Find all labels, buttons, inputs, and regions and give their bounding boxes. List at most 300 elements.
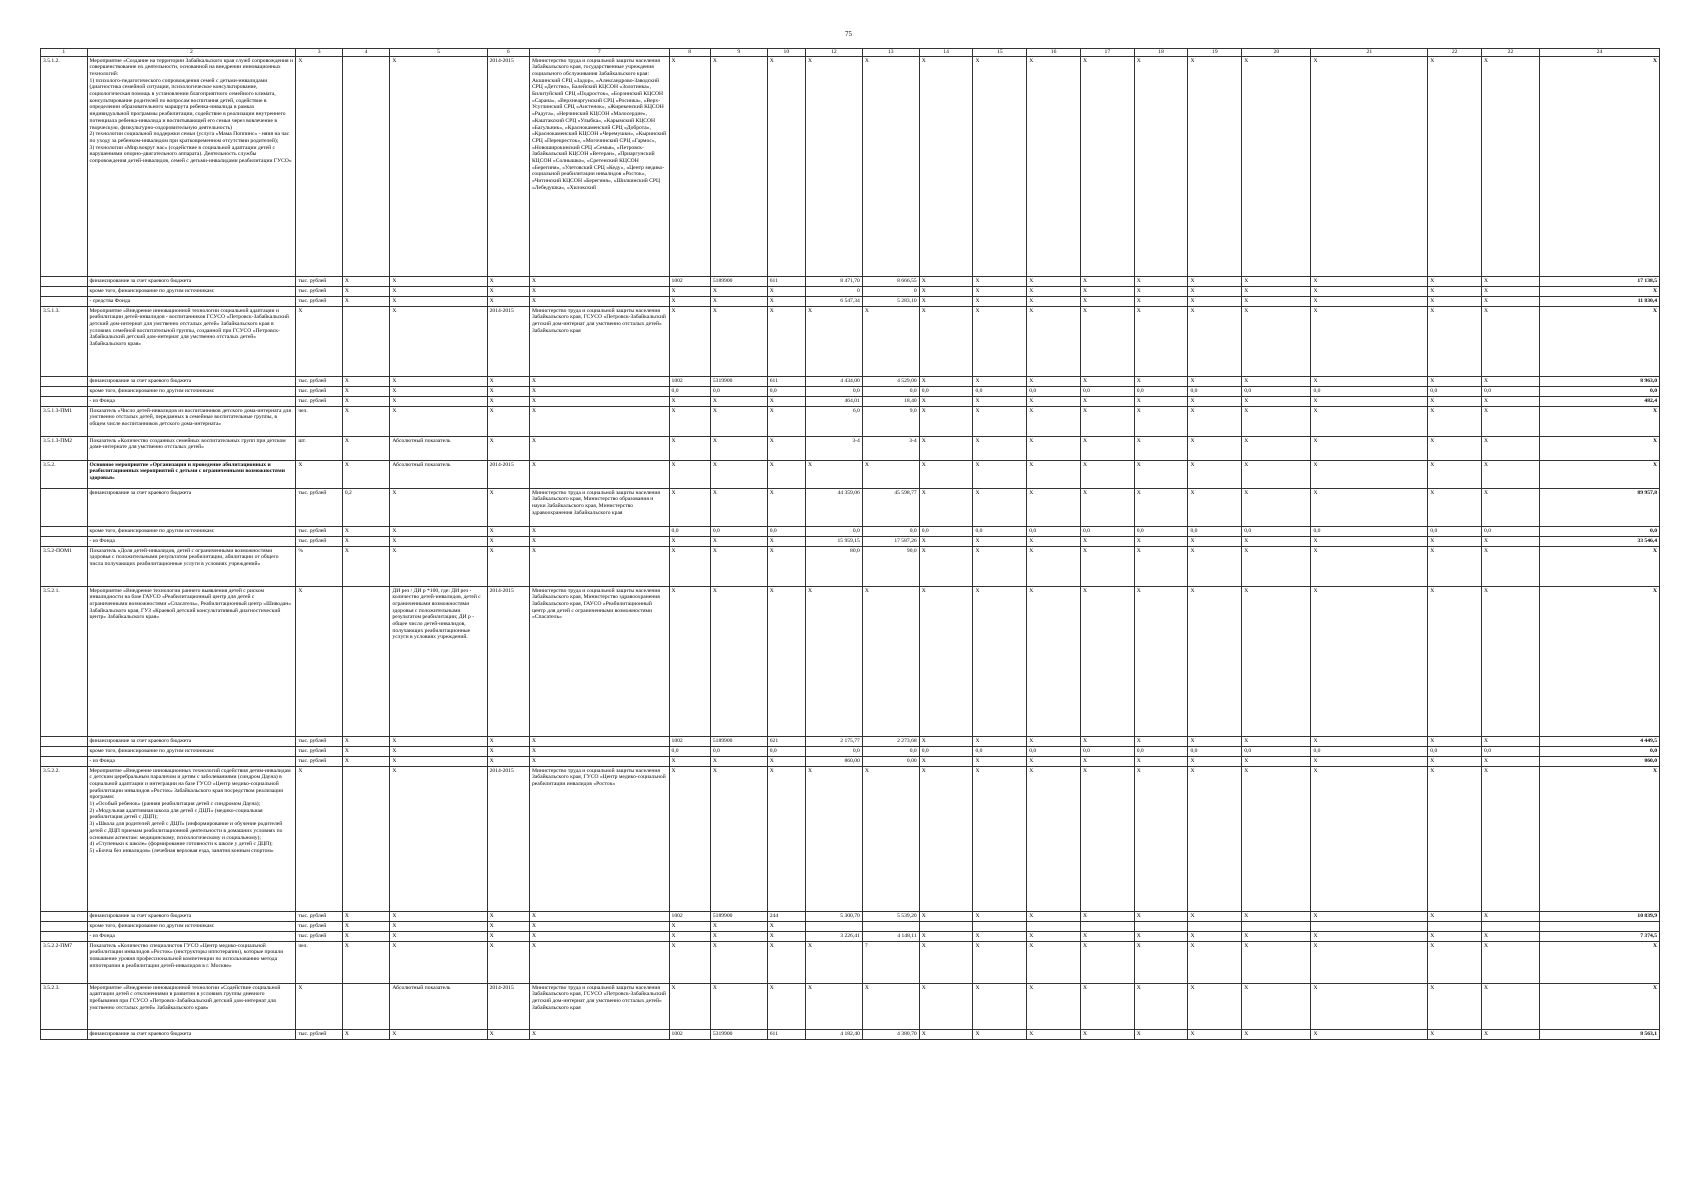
cell-rest: X — [1188, 757, 1242, 767]
cell-rest: X — [1080, 537, 1134, 547]
cell-c9: X — [710, 307, 767, 377]
cell-rest: X — [1311, 737, 1428, 747]
cell-rest: X — [919, 377, 973, 387]
cell-unit: шт. — [296, 437, 343, 461]
cell-rest: X — [1242, 461, 1311, 489]
cell-c8: X — [669, 942, 710, 984]
cell-c4: X — [342, 537, 390, 547]
cell-text: Мероприятие «Внедрение инновационной технологии «Содействие социальной адаптации детей с отклонениями в развитии в условиях группы дневного пребывания при ГСУСО «Петровск-Забайкальский детский дом-интернат для умственно отсталых детей» Забайкальского края» — [87, 984, 296, 1030]
cell-rest: X — [919, 537, 973, 547]
cell-rest: X — [919, 287, 973, 297]
cell-rest: X — [919, 757, 973, 767]
cell-text: финансирование за счет краевого бюджета — [87, 737, 296, 747]
cell-c4: X — [342, 461, 390, 489]
cell-c5: X — [390, 287, 487, 297]
cell-rest: X — [1027, 757, 1081, 767]
cell-c5: X — [390, 757, 487, 767]
cell-rest: X — [1080, 461, 1134, 489]
cell-code — [41, 277, 88, 287]
cell-c9: X — [710, 437, 767, 461]
column-number-cell: 22 — [1428, 49, 1482, 57]
cell-rest: X — [1482, 407, 1540, 437]
cell-rest: 0,0 — [1428, 527, 1482, 537]
cell-c5: Абсолютный показатель — [390, 461, 487, 489]
cell-rest: X — [1188, 437, 1242, 461]
cell-c4: X — [342, 277, 390, 287]
cell-c8: X — [669, 922, 710, 932]
cell-c10: X — [767, 984, 805, 1030]
cell-c6: 2014-2015 — [487, 587, 529, 737]
cell-total: 10 839,9 — [1539, 912, 1659, 922]
cell-rest: X — [1482, 297, 1540, 307]
column-number-cell: 8 — [669, 49, 710, 57]
cell-rest: X — [1482, 57, 1540, 277]
cell-code — [41, 297, 88, 307]
cell-c4: X — [342, 757, 390, 767]
cell-rest: 0,0 — [1027, 387, 1081, 397]
cell-c8: X — [669, 297, 710, 307]
cell-rest: 0,0 — [1080, 747, 1134, 757]
cell-rest: X — [1080, 437, 1134, 461]
cell-rest: X — [973, 277, 1027, 287]
cell-rest — [1311, 922, 1428, 932]
cell-c13 — [862, 922, 919, 932]
cell-c7: Министерство труда и социальной защиты населения Забайкальского края, Министерство здравоохранения Забайкальского края, ГАУСО «Реабилитационный центр для детей с ограниченными возможностями «Спасатель» — [529, 587, 669, 737]
cell-c7: Министерство труда и социальной защиты населения Забайкальского края, ГУСО «Центр медико-социальной реабилитации инвалидов «Росток» — [529, 767, 669, 912]
cell-rest: X — [1134, 932, 1188, 942]
cell-rest: X — [1311, 537, 1428, 547]
cell-rest: X — [1242, 912, 1311, 922]
cell-rest: X — [973, 489, 1027, 527]
cell-text: кроме того, финансирование по другим источникам: — [87, 387, 296, 397]
cell-c6: X — [487, 757, 529, 767]
cell-rest: X — [1134, 537, 1188, 547]
cell-rest: X — [1428, 297, 1482, 307]
cell-c4: X — [342, 297, 390, 307]
cell-c13: 5 283,10 — [862, 297, 919, 307]
cell-rest: 0,0 — [1134, 387, 1188, 397]
column-number-cell: 4 — [342, 49, 390, 57]
cell-c13: X — [862, 587, 919, 737]
cell-rest: 0,0 — [1482, 527, 1540, 537]
financing-row — [41, 922, 1660, 932]
cell-rest: X — [1080, 932, 1134, 942]
cell-c12: 0,0 — [805, 747, 862, 757]
cell-text: финансирование за счет краевого бюджета — [87, 489, 296, 527]
cell-rest: X — [1482, 437, 1540, 461]
cell-c8: X — [669, 489, 710, 527]
cell-c9: X — [710, 537, 767, 547]
cell-rest: 0,0 — [1428, 387, 1482, 397]
cell-c8: 1002 — [669, 377, 710, 387]
cell-rest — [919, 922, 973, 932]
cell-rest: X — [1134, 297, 1188, 307]
cell-c12: 80,0 — [805, 547, 862, 587]
cell-c12: X — [805, 984, 862, 1030]
cell-rest: X — [1134, 757, 1188, 767]
cell-rest: X — [919, 932, 973, 942]
cell-rest: X — [1311, 984, 1428, 1030]
cell-rest: X — [1027, 489, 1081, 527]
cell-rest: X — [1188, 942, 1242, 984]
activity-row — [41, 942, 1660, 984]
cell-rest: X — [919, 587, 973, 737]
cell-c10: X — [767, 767, 805, 912]
cell-rest: X — [1027, 277, 1081, 287]
cell-rest: 0,0 — [919, 387, 973, 397]
cell-rest: X — [1482, 1030, 1540, 1040]
cell-unit: тыс. рублей — [296, 747, 343, 757]
cell-rest: 0,0 — [1188, 387, 1242, 397]
cell-rest: X — [1027, 377, 1081, 387]
cell-c6: X — [487, 747, 529, 757]
cell-total: X — [1539, 461, 1659, 489]
cell-c13: 90,0 — [862, 547, 919, 587]
cell-rest: X — [1134, 437, 1188, 461]
cell-rest: X — [1188, 737, 1242, 747]
cell-c6: X — [487, 912, 529, 922]
cell-text: Основное мероприятие «Организация и проведение абилитационных и реабилитационных мероприятий с детьми с ограниченными возможностями здоровья» — [87, 461, 296, 489]
cell-rest: X — [1027, 57, 1081, 277]
cell-c6: X — [487, 287, 529, 297]
cell-rest: X — [1188, 932, 1242, 942]
cell-rest: X — [919, 461, 973, 489]
cell-c13: 9,0 — [862, 407, 919, 437]
cell-c6: X — [487, 407, 529, 437]
cell-c5: X — [390, 737, 487, 747]
cell-rest: X — [1080, 942, 1134, 984]
cell-total: X — [1539, 57, 1659, 277]
cell-c9: X — [710, 547, 767, 587]
cell-rest: X — [1134, 489, 1188, 527]
cell-rest: X — [1188, 287, 1242, 297]
cell-rest: X — [1482, 397, 1540, 407]
cell-c9: 0,0 — [710, 747, 767, 757]
cell-c9: 5189900 — [710, 277, 767, 287]
cell-c12: 6,0 — [805, 407, 862, 437]
cell-rest: X — [1428, 307, 1482, 377]
cell-unit: % — [296, 547, 343, 587]
cell-c4: X — [342, 932, 390, 942]
cell-rest: X — [1428, 461, 1482, 489]
cell-c9: 0,0 — [710, 527, 767, 537]
cell-rest: X — [1027, 547, 1081, 587]
cell-code — [41, 912, 88, 922]
cell-rest: X — [1080, 1030, 1134, 1040]
cell-rest: X — [1188, 984, 1242, 1030]
cell-c8: X — [669, 587, 710, 737]
cell-rest: X — [1242, 407, 1311, 437]
cell-rest: X — [1027, 912, 1081, 922]
cell-c12: 0 — [805, 287, 862, 297]
cell-unit: тыс. рублей — [296, 1030, 343, 1040]
cell-c4 — [342, 307, 390, 377]
cell-c4: X — [342, 747, 390, 757]
cell-rest: X — [1428, 984, 1482, 1030]
cell-code: 3.5.1.3. — [41, 307, 88, 377]
cell-rest: X — [1311, 1030, 1428, 1040]
cell-c7: X — [529, 397, 669, 407]
cell-rest: X — [1242, 397, 1311, 407]
cell-rest: X — [1428, 437, 1482, 461]
cell-c7: X — [529, 922, 669, 932]
cell-c5: X — [390, 1030, 487, 1040]
cell-c6: X — [487, 489, 529, 527]
cell-rest: X — [919, 1030, 973, 1040]
cell-code: 3.5.1.3-ПМ2 — [41, 437, 88, 461]
cell-rest: X — [919, 297, 973, 307]
financing-row — [41, 387, 1660, 397]
cell-c4: X — [342, 387, 390, 397]
cell-rest: X — [1482, 287, 1540, 297]
cell-rest: X — [1242, 767, 1311, 912]
cell-c12: 0,0 — [805, 387, 862, 397]
cell-rest: X — [919, 407, 973, 437]
cell-c7: X — [529, 942, 669, 984]
cell-total: X — [1539, 587, 1659, 737]
column-number-cell: 20 — [1242, 49, 1311, 57]
financing-row — [41, 527, 1660, 537]
column-number-cell: 7 — [529, 49, 669, 57]
cell-rest: X — [1311, 397, 1428, 407]
column-number-cell: 6 — [487, 49, 529, 57]
cell-c10: 621 — [767, 737, 805, 747]
cell-rest: X — [1428, 287, 1482, 297]
cell-rest: X — [1311, 407, 1428, 437]
cell-code — [41, 537, 88, 547]
cell-c5: X — [390, 307, 487, 377]
cell-rest — [1080, 922, 1134, 932]
cell-total: 7 374,5 — [1539, 932, 1659, 942]
cell-unit: тыс. рублей — [296, 737, 343, 747]
cell-unit: тыс. рублей — [296, 527, 343, 537]
activity-row — [41, 437, 1660, 461]
cell-total: X — [1539, 547, 1659, 587]
cell-rest: X — [919, 437, 973, 461]
column-number-cell: 24 — [1539, 49, 1659, 57]
cell-rest: X — [973, 984, 1027, 1030]
cell-c7: Министерство труда и социальной защиты населения Забайкальского края, ГСУСО «Петровск-Забайкальский детский дом-интернат для умственно отсталых детей» Забайкальского края — [529, 307, 669, 377]
cell-rest: X — [1428, 397, 1482, 407]
financing-row — [41, 737, 1660, 747]
cell-rest: X — [1188, 397, 1242, 407]
cell-rest: X — [1188, 537, 1242, 547]
cell-c5: X — [390, 377, 487, 387]
cell-rest: X — [1311, 437, 1428, 461]
cell-c12: 6 547,34 — [805, 297, 862, 307]
cell-c9: X — [710, 57, 767, 277]
cell-rest: X — [1188, 587, 1242, 737]
cell-rest: X — [919, 397, 973, 407]
financing-row — [41, 1030, 1660, 1040]
cell-rest: X — [1027, 537, 1081, 547]
cell-rest: X — [1311, 547, 1428, 587]
column-number-cell: 14 — [919, 49, 973, 57]
column-number-cell: 5 — [390, 49, 487, 57]
cell-rest: X — [1027, 932, 1081, 942]
cell-c12: 4 434,00 — [805, 377, 862, 387]
cell-rest: X — [1134, 767, 1188, 912]
cell-unit: X — [296, 307, 343, 377]
cell-rest: X — [1134, 287, 1188, 297]
cell-c5: X — [390, 767, 487, 912]
cell-c12: 8 471,70 — [805, 277, 862, 287]
cell-rest: 0,0 — [1027, 747, 1081, 757]
cell-rest: X — [973, 767, 1027, 912]
cell-c4: X — [342, 547, 390, 587]
cell-rest: X — [1188, 547, 1242, 587]
activity-row — [41, 407, 1660, 437]
cell-c4: 0,2 — [342, 489, 390, 527]
cell-c6: 2014-2015 — [487, 984, 529, 1030]
cell-text: кроме того, финансирование по другим источникам: — [87, 527, 296, 537]
cell-c13: 45 598,77 — [862, 489, 919, 527]
cell-rest: X — [1428, 942, 1482, 984]
cell-c13: 0,0 — [862, 387, 919, 397]
cell-rest: X — [973, 1030, 1027, 1040]
cell-rest: X — [973, 287, 1027, 297]
cell-rest: X — [1027, 587, 1081, 737]
cell-unit: тыс. рублей — [296, 377, 343, 387]
cell-c7: Министерство труда и социальной защиты населения Забайкальского края, ГСУСО «Петровск-Забайкальский детский дом-интернат для умственно отсталых детей» Забайкальского края — [529, 984, 669, 1030]
cell-rest: X — [919, 984, 973, 1030]
cell-rest: X — [919, 489, 973, 527]
cell-rest: 0,0 — [1311, 527, 1428, 537]
financing-row — [41, 932, 1660, 942]
cell-unit: тыс. рублей — [296, 387, 343, 397]
cell-rest: 0,0 — [1311, 747, 1428, 757]
cell-c13: 3-4 — [862, 437, 919, 461]
cell-c13: 4 380,70 — [862, 1030, 919, 1040]
cell-c5: X — [390, 932, 487, 942]
cell-unit: тыс. рублей — [296, 277, 343, 287]
cell-total: X — [1539, 767, 1659, 912]
cell-rest — [1242, 922, 1311, 932]
cell-c10: 0,0 — [767, 527, 805, 537]
cell-c4: X — [342, 397, 390, 407]
column-number-row — [41, 49, 1660, 57]
cell-rest: 0,0 — [1482, 747, 1540, 757]
cell-c5: X — [390, 407, 487, 437]
cell-c13: 2 273,68 — [862, 737, 919, 747]
cell-rest: X — [1134, 984, 1188, 1030]
cell-code — [41, 757, 88, 767]
cell-unit: тыс. рублей — [296, 287, 343, 297]
cell-c9: X — [710, 932, 767, 942]
cell-c9: X — [710, 767, 767, 912]
cell-c6: X — [487, 942, 529, 984]
cell-c13: 17 587,26 — [862, 537, 919, 547]
cell-c7: X — [529, 747, 669, 757]
cell-rest: 0,0 — [919, 527, 973, 537]
cell-c5: X — [390, 747, 487, 757]
cell-rest: 0,0 — [973, 747, 1027, 757]
cell-text: финансирование за счет краевого бюджета — [87, 277, 296, 287]
cell-c5: X — [390, 922, 487, 932]
cell-total: 89 957,8 — [1539, 489, 1659, 527]
cell-c9: X — [710, 922, 767, 932]
cell-c7: X — [529, 437, 669, 461]
cell-c12: 3 226,41 — [805, 932, 862, 942]
cell-rest: X — [1242, 437, 1311, 461]
cell-c5: X — [390, 489, 487, 527]
column-number-cell: 9 — [710, 49, 767, 57]
cell-c8: X — [669, 537, 710, 547]
cell-c8: 0,0 — [669, 387, 710, 397]
cell-c7: X — [529, 297, 669, 307]
cell-rest: 0,0 — [1080, 527, 1134, 537]
cell-c10: 611 — [767, 1030, 805, 1040]
cell-c8: 1002 — [669, 912, 710, 922]
cell-rest: X — [1134, 587, 1188, 737]
cell-c6: X — [487, 387, 529, 397]
cell-unit: тыс. рублей — [296, 922, 343, 932]
cell-rest: X — [1242, 757, 1311, 767]
cell-c10: X — [767, 461, 805, 489]
cell-code: 3.5.1.3-ПМ1 — [41, 407, 88, 437]
cell-c13: 0,0 — [862, 747, 919, 757]
cell-c6: X — [487, 922, 529, 932]
cell-total — [1539, 922, 1659, 932]
cell-rest: X — [1134, 57, 1188, 277]
cell-rest: 0,0 — [1188, 747, 1242, 757]
cell-rest: 0,0 — [1134, 527, 1188, 537]
cell-rest: 0,0 — [1134, 747, 1188, 757]
cell-text: кроме того, финансирование по другим источникам: — [87, 747, 296, 757]
cell-unit: тыс. рублей — [296, 297, 343, 307]
cell-rest: X — [1428, 757, 1482, 767]
cell-rest: X — [1080, 767, 1134, 912]
cell-c12: X — [805, 461, 862, 489]
cell-rest: X — [1134, 1030, 1188, 1040]
cell-rest: X — [1428, 547, 1482, 587]
cell-c9: X — [710, 757, 767, 767]
cell-rest: X — [1242, 297, 1311, 307]
cell-code: 3.5.2.2-ПМ7 — [41, 942, 88, 984]
financing-row — [41, 397, 1660, 407]
cell-c6: 2014-2015 — [487, 307, 529, 377]
cell-rest: X — [1311, 942, 1428, 984]
cell-code — [41, 377, 88, 387]
cell-c10: 0,0 — [767, 747, 805, 757]
cell-rest: X — [1027, 767, 1081, 912]
cell-rest: X — [1080, 912, 1134, 922]
cell-rest: X — [973, 297, 1027, 307]
financing-row — [41, 537, 1660, 547]
cell-rest: X — [1188, 277, 1242, 287]
cell-code: 3.5.2.1. — [41, 587, 88, 737]
cell-rest: 0,0 — [1027, 527, 1081, 537]
cell-c9: X — [710, 489, 767, 527]
cell-rest: X — [1311, 912, 1428, 922]
cell-rest: X — [1482, 932, 1540, 942]
cell-rest: X — [1428, 489, 1482, 527]
cell-c5: X — [390, 527, 487, 537]
cell-rest: X — [1242, 537, 1311, 547]
cell-rest: X — [919, 737, 973, 747]
cell-total: 860,0 — [1539, 757, 1659, 767]
cell-c13: 0,0 — [862, 527, 919, 537]
cell-rest: X — [1242, 277, 1311, 287]
cell-total: X — [1539, 984, 1659, 1030]
cell-rest: X — [1134, 407, 1188, 437]
cell-rest: X — [973, 537, 1027, 547]
cell-code — [41, 1030, 88, 1040]
cell-rest: X — [1428, 377, 1482, 387]
cell-unit: тыс. рублей — [296, 932, 343, 942]
cell-code — [41, 737, 88, 747]
cell-text: - из Фонда — [87, 397, 296, 407]
